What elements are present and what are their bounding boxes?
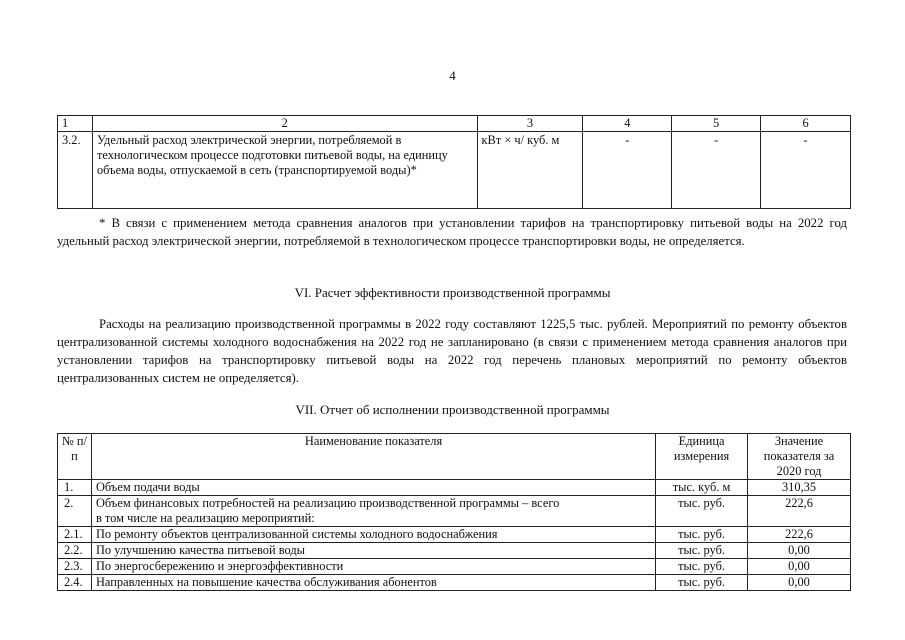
unit-cell: тыс. руб. [656,496,748,527]
section-6-title: VI. Расчет эффективности производственной программы [294,285,611,300]
footnote-text: * В связи с применением метода сравнения аналогов при установлении тарифов на транспортировку питьевой воды на 2022 год удельный расход электрической энергии, потребляемой в технологическом процессе транспортировки воды, не определяется. [57,216,847,248]
unit-cell: кВт × ч/ куб. м [477,132,583,209]
value-cell: - [761,132,851,209]
indicator-name: Удельный расход электрической энергии, потребляемой в технологическом процессе подготовки питьевой воды, на единицу объема воды, отпускаемой в сеть (транспортируемой воды)* [92,132,477,209]
row-number: 1. [58,480,92,496]
report-table [57,433,851,591]
row-number: 2.4. [58,575,92,591]
column-number: 5 [672,116,761,132]
indicator-name: По энергосбережению и энергоэффективности [91,559,655,575]
header-unit: Единица измерения [656,434,748,480]
value-cell: - [672,132,761,209]
indicator-name [91,496,655,527]
column-number: 1 [58,116,93,132]
table-row [58,480,851,496]
header-number: № п/п [58,434,92,480]
indicator-name: По ремонту объектов централизованной системы холодного водоснабжения [91,527,655,543]
value-cell: 222,6 [748,496,851,527]
table-row [58,132,851,209]
unit-cell: тыс. руб. [656,575,748,591]
value-cell: 0,00 [748,575,851,591]
row-number: 2.1. [58,527,92,543]
footnote [57,214,847,250]
unit-cell: тыс. руб. [656,559,748,575]
indicator-table [57,115,851,209]
table-row [58,527,851,543]
row-number: 2.3. [58,559,92,575]
column-number: 3 [477,116,583,132]
table-header-row [58,434,851,480]
unit-cell: тыс. куб. м [656,480,748,496]
row-number: 2. [58,496,92,527]
table-row [58,543,851,559]
column-number: 6 [761,116,851,132]
value-cell: - [583,132,672,209]
unit-cell: тыс. руб. [656,527,748,543]
section-6-text: Расходы на реализацию производственной программы в 2022 году составляют 1225,5 тыс. рублей. Мероприятий по ремонту объектов централизованной системы холодного водоснабжения на 2022 год не запланировано (в связи с применением метода сравнения аналогов при установлении тарифов на транспортировку питьевой воды на 2022 год перечень плановых мероприятий по ремонту объектов централизованных систем не определяется). [57,317,847,385]
table-row [58,559,851,575]
indicator-name-sub: в том числе на реализацию мероприятий: [95,511,315,525]
table-row [58,575,851,591]
column-number: 4 [583,116,672,132]
value-cell: 0,00 [748,543,851,559]
page-number: 4 [449,68,456,83]
indicator-name: По улучшению качества питьевой воды [91,543,655,559]
table-header-row [58,116,851,132]
row-number: 3.2. [58,132,93,209]
indicator-name: Направленных на повышение качества обслуживания абонентов [91,575,655,591]
header-name: Наименование показателя [91,434,655,480]
header-value: Значение показателя за 2020 год [748,434,851,480]
indicator-name: Объем подачи воды [91,480,655,496]
value-cell: 222,6 [748,527,851,543]
row-number: 2.2. [58,543,92,559]
value-cell: 0,00 [748,559,851,575]
indicator-name-main: Объем финансовых потребностей на реализацию производственной программы – всего [95,496,560,510]
value-cell: 310,35 [748,480,851,496]
section-6-paragraph [57,315,847,387]
unit-cell: тыс. руб. [656,543,748,559]
column-number: 2 [92,116,477,132]
section-7-title: VII. Отчет об исполнении производственной программы [295,402,610,417]
table-row [58,496,851,527]
